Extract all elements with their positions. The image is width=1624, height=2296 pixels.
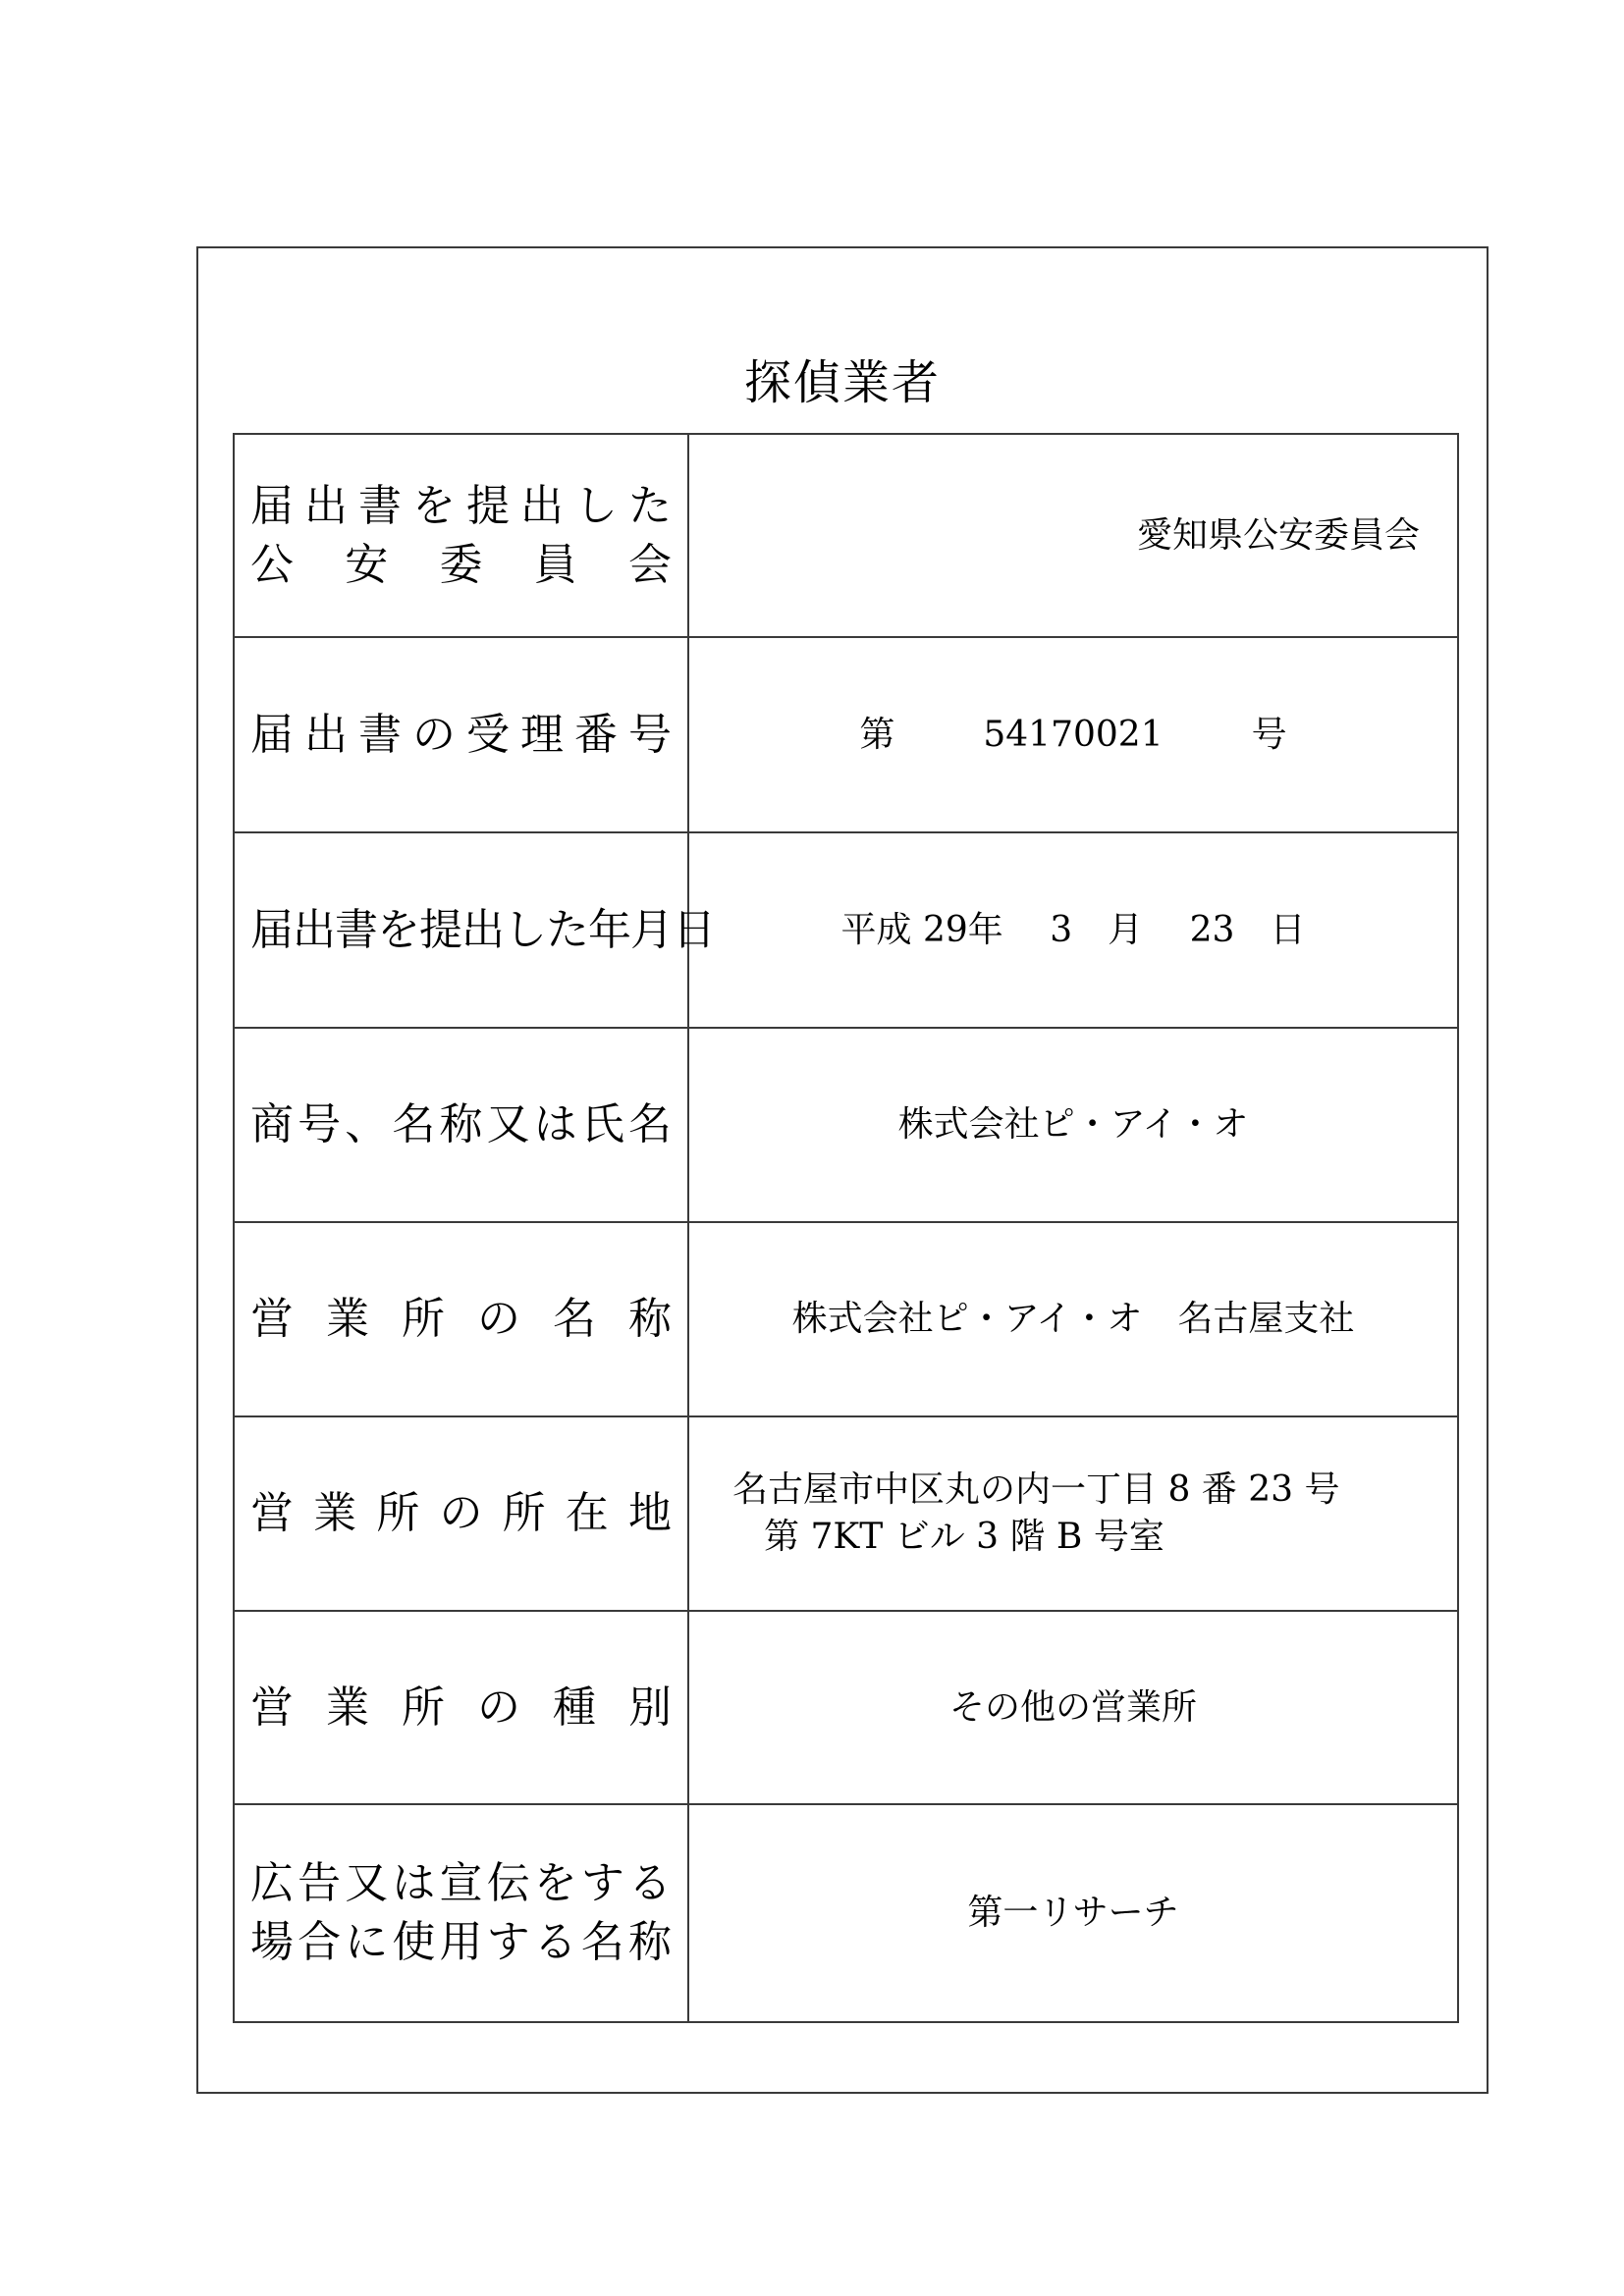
label-line: 広 告 又 は 宣 伝 を す る xyxy=(250,1858,672,1908)
address-block xyxy=(709,1467,1437,1561)
registration-table xyxy=(233,433,1459,2023)
value-cell-receipt-number xyxy=(688,637,1458,832)
value-cell-advertising-name xyxy=(688,1804,1458,2022)
table-row xyxy=(234,1028,1458,1222)
value-cell-office-name xyxy=(688,1222,1458,1416)
label-cell-office-type xyxy=(234,1611,688,1804)
date-day-unit: 日 xyxy=(1270,909,1306,950)
table-row xyxy=(234,637,1458,832)
date-year-unit: 年 xyxy=(967,909,1003,950)
address-line-2: 第 7KT ビル 3 階 B 号室 xyxy=(764,1517,1164,1557)
label-line: 届 出 書 の 受 理 番 号 xyxy=(250,709,672,760)
document-title: 探偵業者 xyxy=(743,355,941,410)
label-cell-advertising-name xyxy=(234,1804,688,2022)
advertising-name-value: 第一リサーチ xyxy=(967,1893,1179,1933)
label-cell-submission-date xyxy=(234,832,715,1028)
date-month-unit: 月 xyxy=(1108,909,1144,950)
label-line: 営 業 所 の 名 称 xyxy=(250,1294,672,1344)
table-row xyxy=(234,832,1458,1028)
label-cell-commission xyxy=(234,434,688,637)
label-line: 営 業 所 の 種 別 xyxy=(250,1682,672,1733)
date-year: 29 xyxy=(922,909,968,950)
label-line: 届出書を提出した年月日 xyxy=(250,904,715,955)
date-month: 3 xyxy=(1050,909,1073,950)
table-row xyxy=(234,1222,1458,1416)
label-cell-office-address xyxy=(234,1416,688,1611)
label-line: 公 安 委 員 会 xyxy=(250,539,672,590)
date-day: 23 xyxy=(1189,909,1235,950)
receipt-prefix: 第 xyxy=(859,714,895,755)
office-branch: 名古屋支社 xyxy=(1177,1299,1355,1339)
label-line: 届 出 書 を 提 出 し た xyxy=(250,480,672,531)
value-cell-office-type xyxy=(688,1611,1458,1804)
label-line: 営 業 所 の 所 在 地 xyxy=(250,1488,672,1538)
table-row xyxy=(234,1416,1458,1611)
table-row xyxy=(234,434,1458,637)
label-cell-office-name xyxy=(234,1222,688,1416)
label-cell-trade-name xyxy=(234,1028,688,1222)
address-line-1: 名古屋市中区丸の内一丁目 8 番 23 号 xyxy=(732,1469,1340,1510)
table-row xyxy=(234,1611,1458,1804)
label-line: 場 合 に 使 用 す る 名 称 xyxy=(250,1917,672,1967)
value-cell-office-address xyxy=(688,1416,1458,1611)
date-era: 平成 xyxy=(840,909,912,950)
receipt-suffix: 号 xyxy=(1251,714,1287,755)
value-cell-commission xyxy=(688,434,1458,637)
label-line: 商 号 、 名 称 又 は 氏 名 xyxy=(250,1099,672,1149)
receipt-number: 54170021 xyxy=(983,714,1164,755)
value-cell-trade-name xyxy=(688,1028,1458,1222)
table-row xyxy=(234,1804,1458,2022)
office-company: 株式会社ピ・アイ・オ xyxy=(791,1299,1143,1339)
trade-name-value: 株式会社ピ・アイ・オ xyxy=(897,1104,1249,1145)
label-cell-receipt-number xyxy=(234,637,688,832)
commission-value: 愛知県公安委員会 xyxy=(1136,514,1420,556)
office-type-value: その他の営業所 xyxy=(948,1686,1197,1728)
value-cell-submission-date xyxy=(688,832,1458,1028)
